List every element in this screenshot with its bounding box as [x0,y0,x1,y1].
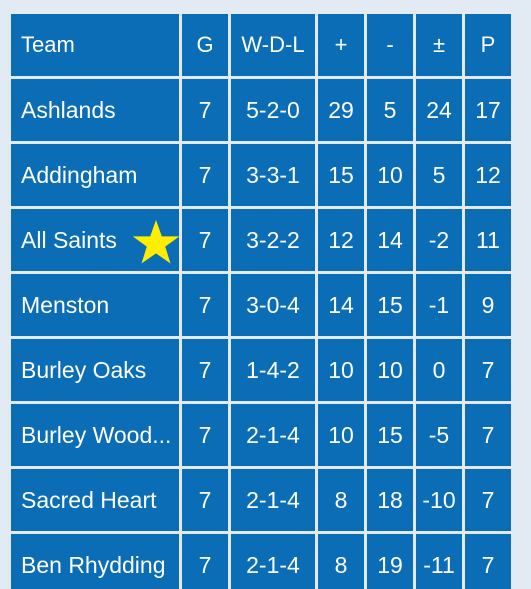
goals-for-cell: 29 [318,79,364,141]
games-cell: 7 [182,534,228,589]
table-row[interactable] [11,274,511,336]
goals-for-cell: 8 [318,534,364,589]
wdl-cell: 2-1-4 [231,534,315,589]
goal-difference-cell: -1 [416,274,462,336]
points-cell: 9 [465,274,511,336]
goal-difference-cell: -2 [416,209,462,271]
header-games[interactable]: G [182,14,228,76]
games-cell: 7 [182,469,228,531]
wdl-cell: 3-2-2 [231,209,315,271]
table-row[interactable] [11,534,511,589]
wdl-cell: 2-1-4 [231,404,315,466]
goals-for-cell: 10 [318,404,364,466]
team-name: Burley Oaks [11,339,179,401]
goals-against-cell: 19 [367,534,413,589]
wdl-cell: 5-2-0 [231,79,315,141]
team-cell [11,209,179,271]
goal-difference-cell: 24 [416,79,462,141]
wdl-cell: 2-1-4 [231,469,315,531]
team-name: Ben Rhydding [11,534,179,589]
points-cell: 11 [465,209,511,271]
table-row[interactable] [11,79,511,141]
team-name: Sacred Heart [11,469,179,531]
wdl-cell: 3-0-4 [231,274,315,336]
goals-against-cell: 5 [367,79,413,141]
goal-difference-cell: -11 [416,534,462,589]
header-wdl[interactable]: W-D-L [231,14,315,76]
goals-against-cell: 14 [367,209,413,271]
points-cell: 7 [465,404,511,466]
team-name: Burley Wood... [11,404,179,466]
header-goals-against[interactable]: - [367,14,413,76]
goal-difference-cell: 0 [416,339,462,401]
goals-against-cell: 10 [367,339,413,401]
goal-difference-cell: -10 [416,469,462,531]
goals-against-cell: 15 [367,404,413,466]
star-icon [129,219,179,265]
goals-against-cell: 10 [367,144,413,206]
goals-for-cell: 12 [318,209,364,271]
header-points[interactable]: P [465,14,511,76]
points-cell: 7 [465,469,511,531]
goals-for-cell: 15 [318,144,364,206]
table-row[interactable] [11,469,511,531]
games-cell: 7 [182,339,228,401]
goals-for-cell: 8 [318,469,364,531]
points-cell: 17 [465,79,511,141]
league-table [8,11,514,589]
points-cell: 7 [465,339,511,401]
games-cell: 7 [182,404,228,466]
team-name: Ashlands [11,79,179,141]
goals-against-cell: 15 [367,274,413,336]
goals-for-cell: 14 [318,274,364,336]
header-goal-difference[interactable]: ± [416,14,462,76]
points-cell: 12 [465,144,511,206]
games-cell: 7 [182,274,228,336]
wdl-cell: 1-4-2 [231,339,315,401]
games-cell: 7 [182,144,228,206]
goals-for-cell: 10 [318,339,364,401]
team-name: Addingham [11,144,179,206]
team-name: Menston [11,274,179,336]
games-cell: 7 [182,209,228,271]
header-team[interactable]: Team [11,14,179,76]
table-row[interactable] [11,144,511,206]
wdl-cell: 3-3-1 [231,144,315,206]
goal-difference-cell: 5 [416,144,462,206]
goals-against-cell: 18 [367,469,413,531]
header-goals-for[interactable]: + [318,14,364,76]
table-header-row [11,14,511,76]
games-cell: 7 [182,79,228,141]
team-name: All Saints [21,226,117,253]
table-row[interactable] [11,339,511,401]
table-row[interactable] [11,404,511,466]
goal-difference-cell: -5 [416,404,462,466]
table-row-highlighted[interactable] [11,209,511,271]
points-cell: 7 [465,534,511,589]
